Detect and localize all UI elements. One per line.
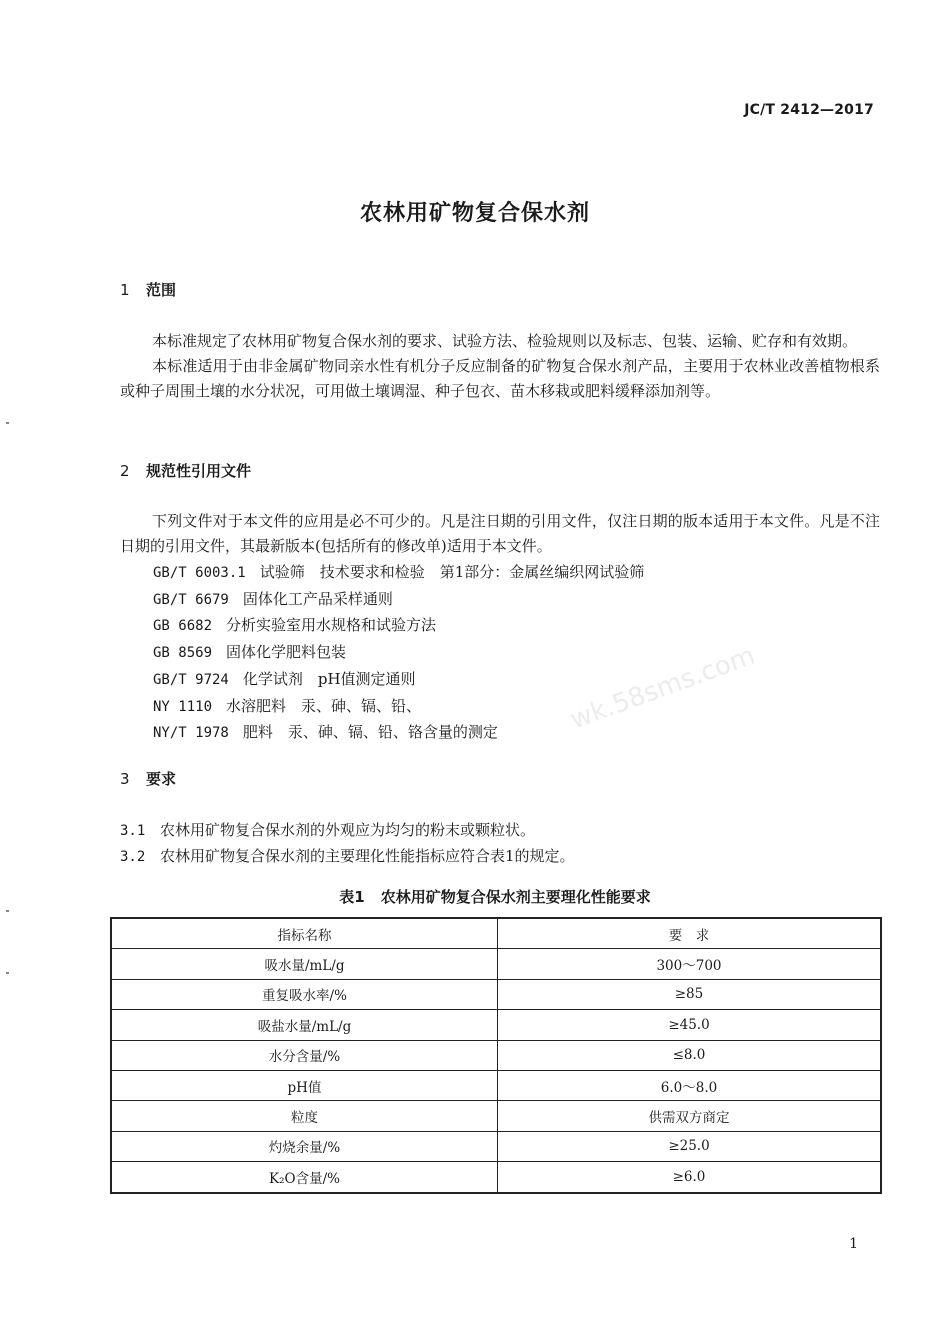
table-header-row: [111, 918, 881, 949]
document-title: 农林用矿物复合保水剂: [359, 201, 590, 226]
paragraph: 本标准规定了农林用矿物复合保水剂的要求、试验方法、检验规则以及标志、包装、运输、贮存和有效期。: [152, 332, 858, 350]
section-number: 2: [120, 462, 130, 480]
requirement-value: 6.0～8.0: [498, 1070, 882, 1100]
table-row: [111, 1040, 881, 1070]
reference-title: 化学试剂 pH值测定通则: [242, 669, 416, 688]
requirement-value: ≥85: [498, 979, 882, 1009]
reference-item: [153, 694, 644, 721]
indicator-name: 粒度: [111, 1101, 498, 1131]
clause-number: 3.2: [120, 849, 146, 865]
reference-item: [153, 640, 644, 667]
page-number: 1: [849, 1236, 858, 1252]
requirement-value: ≥6.0: [498, 1162, 882, 1193]
section-3-heading: [120, 768, 176, 789]
watermark: wk.58sms.com: [566, 640, 760, 736]
reference-title: 分析实验室用水规格和试验方法: [226, 616, 437, 635]
clause-text: 农林用矿物复合保水剂的主要理化性能指标应符合表1的规定。: [160, 847, 575, 865]
indicator-name: pH值: [111, 1070, 498, 1100]
requirement-value: 供需双方商定: [498, 1101, 882, 1131]
section-title: 范围: [146, 281, 177, 299]
requirement-value: ≥45.0: [498, 1010, 882, 1040]
requirement-value: ≤8.0: [498, 1040, 882, 1070]
scan-mark: [6, 910, 9, 912]
section-1-heading: [120, 279, 176, 300]
reference-title: 固体化工产品采样通则: [242, 589, 393, 608]
indicator-name: K₂O含量/%: [111, 1162, 498, 1193]
table-row: [111, 1162, 881, 1193]
reference-code: GB/T 6003.1: [153, 565, 246, 581]
reference-item: [153, 667, 644, 694]
section-1-body: [120, 329, 880, 404]
reference-code: NY 1110: [153, 698, 213, 715]
clause-list: [120, 818, 575, 870]
table-row: [111, 1070, 881, 1100]
section-2-body: [120, 509, 880, 559]
clause-number: 3.1: [120, 823, 146, 839]
indicator-name: 重复吸水率/%: [111, 979, 498, 1009]
section-title: 规范性引用文件: [146, 462, 252, 480]
standard-code: JC/T 2412—2017: [744, 102, 874, 118]
clause-text: 农林用矿物复合保水剂的外观应为均匀的粉末或颗粒状。: [160, 821, 536, 839]
section-number: 3: [120, 770, 130, 788]
reference-code: NY/T 1978: [153, 725, 229, 742]
table-row: [111, 979, 881, 1009]
reference-item: [153, 720, 644, 747]
requirement-value: ≥25.0: [498, 1131, 882, 1161]
reference-code: GB 6682: [153, 618, 213, 635]
column-header: 要 求: [498, 918, 882, 949]
section-number: 1: [120, 281, 130, 299]
table-row: [111, 1010, 881, 1040]
table-row: [111, 949, 881, 979]
reference-item: [153, 587, 644, 614]
clause-item: [120, 844, 575, 870]
table-row: [111, 1101, 881, 1131]
reference-title: 固体化学肥料包装: [226, 643, 347, 662]
indicator-name: 吸水量/mL/g: [111, 949, 498, 979]
reference-item: [153, 613, 644, 640]
reference-list: [153, 560, 644, 747]
reference-code: GB/T 6679: [153, 591, 229, 608]
scan-mark: [6, 422, 9, 424]
reference-code: GB 8569: [153, 645, 213, 662]
table-row: [111, 1131, 881, 1161]
indicator-name: 吸盐水量/mL/g: [111, 1010, 498, 1040]
section-title: 要求: [146, 770, 177, 788]
indicator-name: 水分含量/%: [111, 1040, 498, 1070]
paragraph: 本标准适用于由非金属矿物同亲水性有机分子反应制备的矿物复合保水剂产品，主要用于农林业改善植物根系或种子周围土壤的水分状况，可用做土壤调湿、种子包衣、苗木移栽或肥料缓释添加剂等。: [120, 357, 880, 400]
paragraph: 下列文件对于本文件的应用是必不可少的。凡是注日期的引用文件，仅注日期的版本适用于本文件。凡是不注日期的引用文件，其最新版本(包括所有的修改单)适用于本文件。: [120, 512, 880, 555]
scan-mark: [6, 972, 9, 974]
spec-table: [110, 917, 882, 1194]
indicator-name: 灼烧余量/%: [111, 1131, 498, 1161]
table-label: 表1: [339, 888, 365, 906]
requirement-value: 300～700: [498, 949, 882, 979]
section-2-heading: [120, 460, 251, 481]
table-title: 农林用矿物复合保水剂主要理化性能要求: [380, 888, 651, 906]
column-header: 指标名称: [111, 918, 498, 949]
reference-title: 肥料 汞、砷、镉、铅、铬含量的测定: [242, 723, 498, 742]
reference-title: 试验筛 技术要求和检验 第1部分：金属丝编织网试验筛: [259, 563, 645, 581]
reference-title: 水溶肥料 汞、砷、镉、铅、: [226, 696, 422, 715]
reference-item: [153, 560, 644, 587]
clause-item: [120, 818, 575, 844]
reference-code: GB/T 9724: [153, 671, 229, 688]
table-caption: [0, 886, 950, 907]
